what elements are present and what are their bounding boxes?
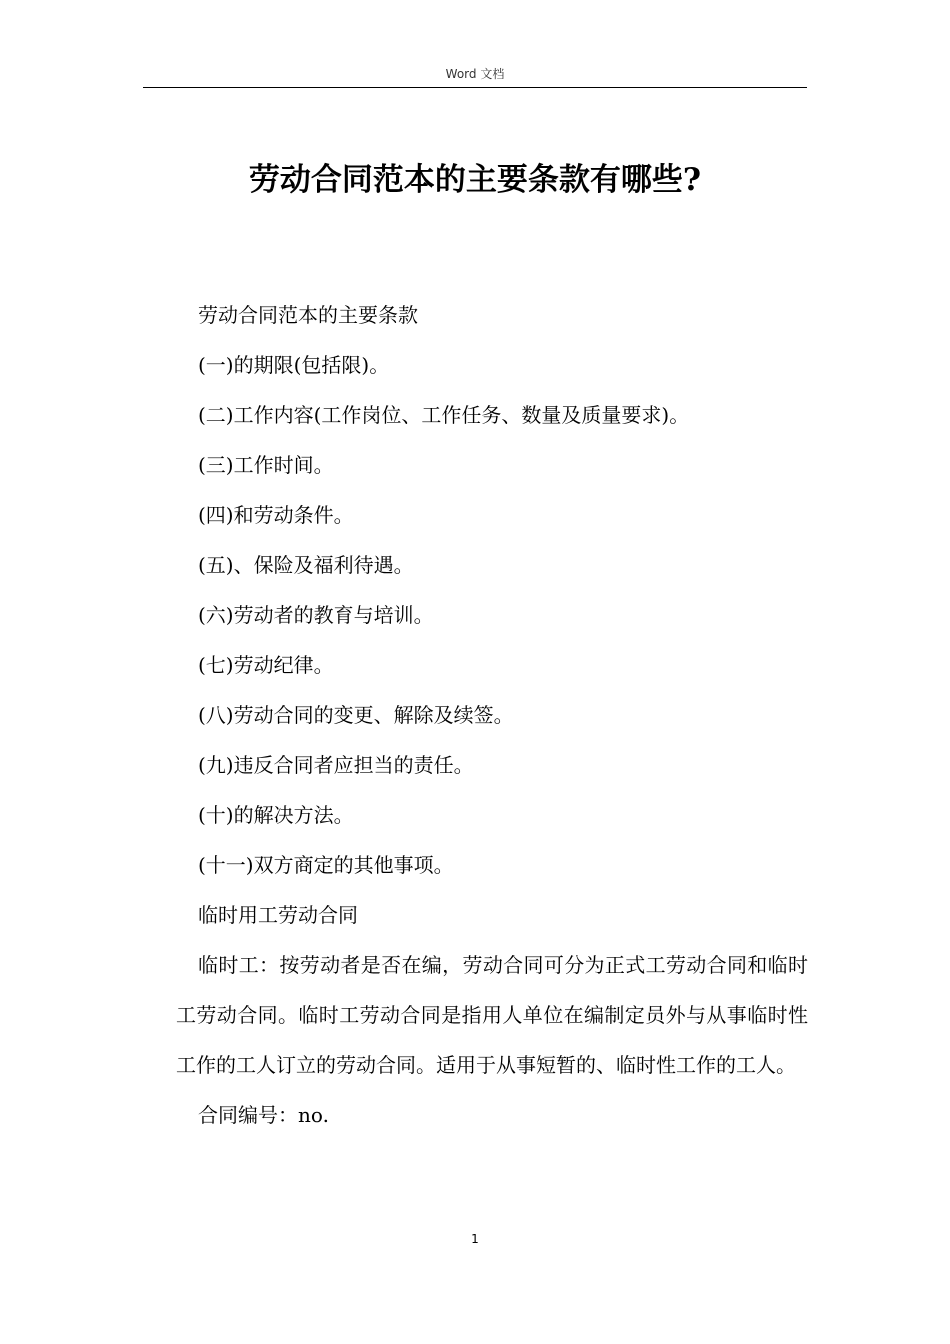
list-item-clause-2: (二)工作内容(工作岗位、工作任务、数量及质量要求)。 [198, 403, 690, 427]
page-header-label: Word 文档 [445, 67, 505, 81]
list-item-clause-4: (四)和劳动条件。 [198, 503, 354, 527]
paragraph-contract-number: 合同编号：no. [198, 1103, 329, 1127]
paragraph-section-heading: 劳动合同范本的主要条款 [198, 303, 418, 327]
list-item-clause-5: (五)、保险及福利待遇。 [198, 553, 414, 577]
list-item-clause-7: (七)劳动纪律。 [198, 653, 334, 677]
page-number: 1 [471, 1232, 479, 1246]
list-item-clause-8: (八)劳动合同的变更、解除及续签。 [198, 703, 514, 727]
list-item-clause-11: (十一)双方商定的其他事项。 [198, 853, 454, 877]
paragraph-temporary-worker-definition: 临时工：按劳动者是否在编，劳动合同可分为正式工劳动合同和临时工劳动合同。临时工劳动合同是指用人单位在编制定员外与从事临时性工作的工人订立的劳动合同。适用于从事短暂的、临时性工作的工人。 [176, 953, 808, 1077]
list-item-clause-6: (六)劳动者的教育与培训。 [198, 603, 434, 627]
list-item-clause-10: (十)的解决方法。 [198, 803, 354, 827]
document-title: 劳动合同范本的主要条款有哪些? [248, 162, 702, 198]
list-item-clause-9: (九)违反合同者应担当的责任。 [198, 753, 474, 777]
paragraph-subheading: 临时用工劳动合同 [198, 903, 358, 927]
list-item-clause-3: (三)工作时间。 [198, 453, 334, 477]
document-body [176, 290, 808, 1140]
header-divider [143, 87, 807, 88]
list-item-clause-1: (一)的期限(包括限)。 [198, 353, 390, 377]
